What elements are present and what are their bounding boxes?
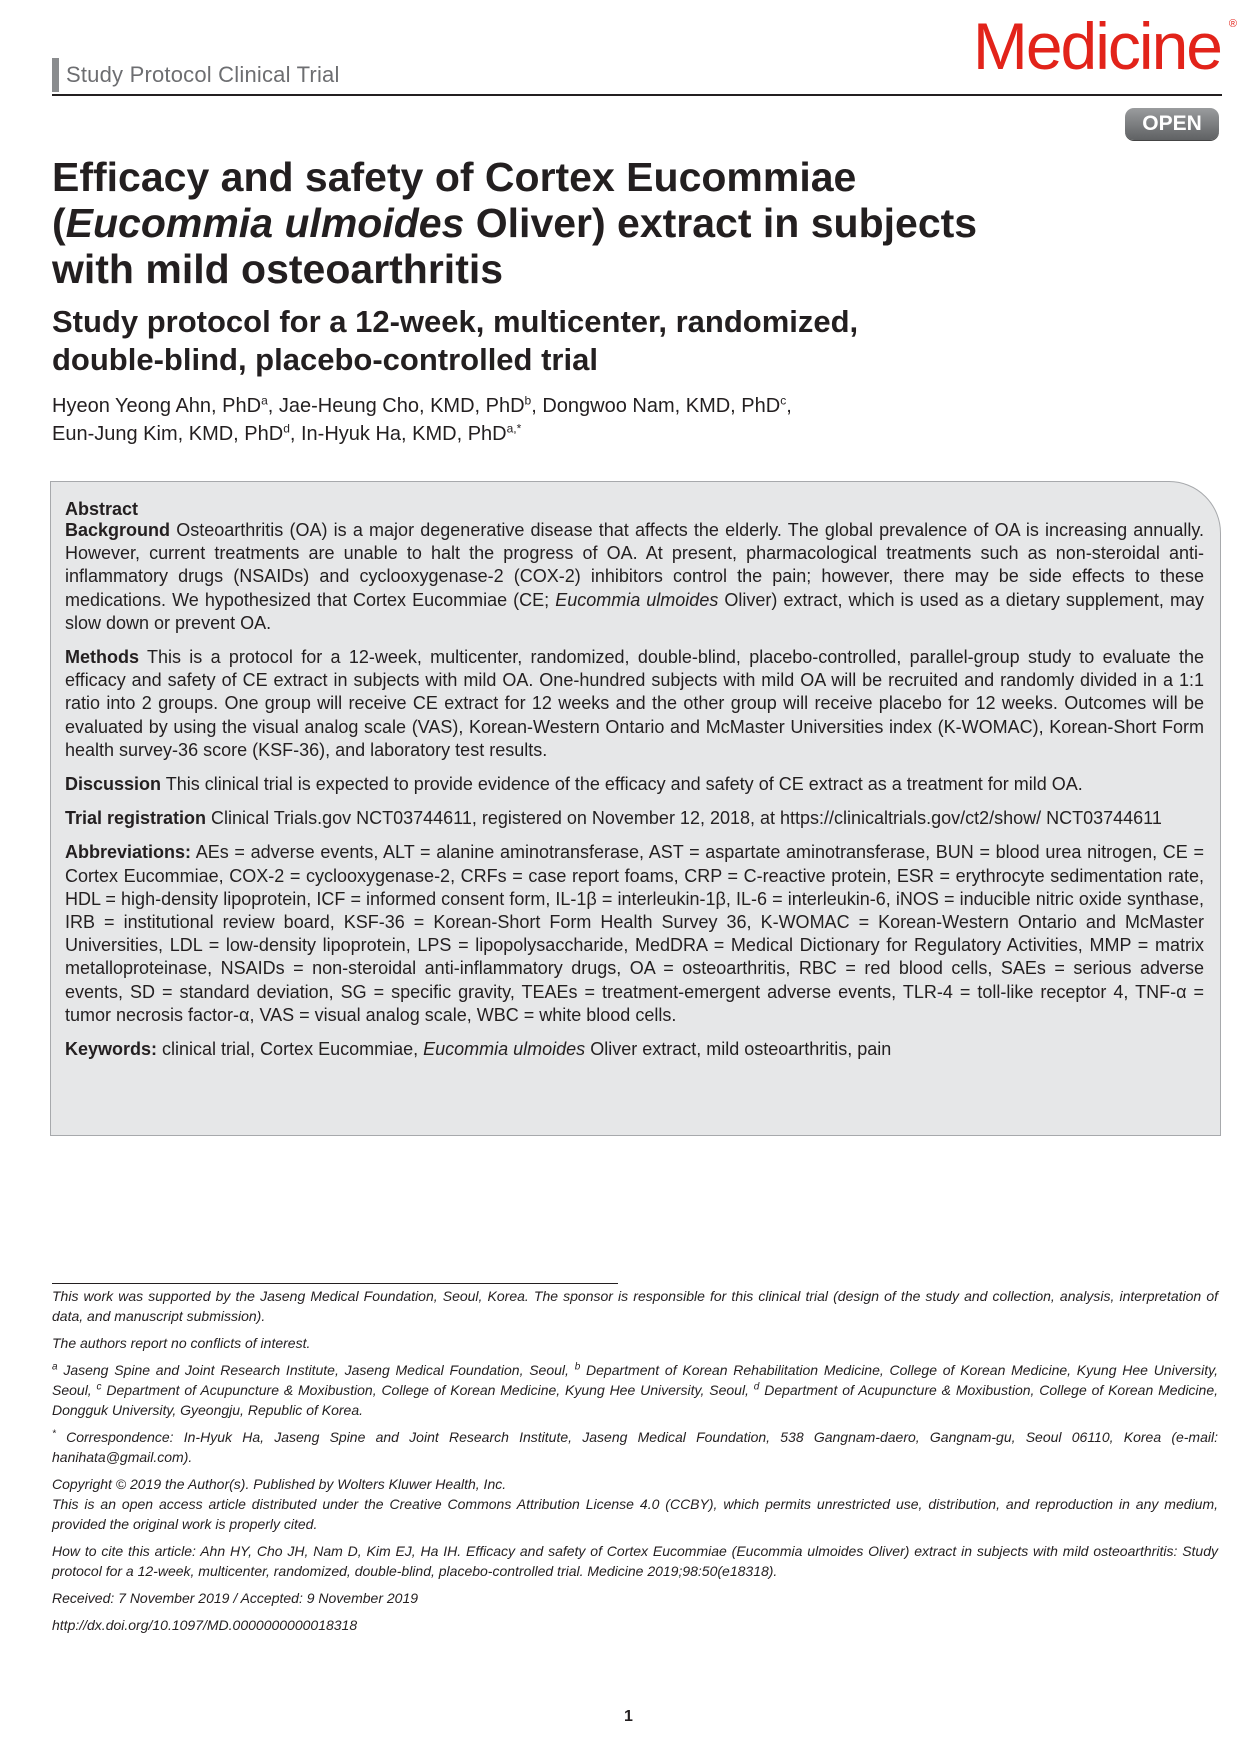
- article-subtitle: [52, 303, 1202, 379]
- abbreviations-text: AEs = adverse events, ALT = alanine aminotransferase, AST = aspartate aminotransferase, BUN = blood urea nitrogen, CE = Cortex Eucommiae, COX-2 = cyclooxygenase-2, CRFs = case report foams, CRP = C-reactive protein, ESR = erythrocyte sedimentation rate, HDL = high-density lipoprotein, ICF = informed consent form, IL-1β = interleukin-1β, IL-6 = interleukin-6, iNOS = inducible nitric oxide synthase, IRB = institutional review board, KSF-36 = Korean-Short Form Health Survey 36, K-WOMAC = Korean-Western Ontario and McMaster Universities, LDL = low-density lipoprotein, LPS = lipopolysaccharide, MedDRA = Medical Dictionary for Regulatory Activities, MMP = matrix metalloproteinase, NSAIDs = non-steroidal anti-inflammatory drugs, OA = osteoarthritis, RBC = red blood cells, SAEs = serious adverse events, SD = standard deviation, SG = specific gravity, TEAEs = treatment-emergent adverse events, TLR-4 = toll-like receptor 4, TNF-α = tumor necrosis factor-α, VAS = visual analog scale, WBC = white blood cells.: [65, 842, 1204, 1025]
- affiliation-text: Department of Acupuncture & Moxibustion, College of Korean Medicine, Kyung Hee University, Seoul,: [101, 1382, 754, 1398]
- background-species: Eucommia ulmoides: [555, 589, 719, 610]
- affiliation-mark: a,*: [506, 421, 522, 436]
- affiliation-mark: b: [574, 1361, 581, 1373]
- correspondence-note: [52, 1427, 1218, 1467]
- doi-link[interactable]: http://dx.doi.org/10.1097/MD.0000000000018318: [52, 1617, 358, 1633]
- author-separator: ,: [786, 395, 792, 417]
- abstract-methods: [65, 646, 1204, 762]
- methods-label: Methods: [65, 647, 139, 668]
- author-name: Hyeon Yeong Ahn, PhD: [52, 395, 262, 417]
- section-label: Study Protocol Clinical Trial: [66, 62, 340, 87]
- background-text: Oliver) extract, which is used as a dietary supplement, may slow down or prevent OA.: [65, 589, 1204, 633]
- conflicts-note: The authors report no conflicts of interest.: [52, 1335, 311, 1351]
- subtitle-line: Study protocol for a 12-week, multicenter, randomized,: [52, 304, 859, 339]
- abstract-abbreviations: [65, 841, 1204, 1027]
- affiliation-mark: b: [524, 393, 532, 408]
- author-name: , Dongwoo Nam, KMD, PhD: [531, 395, 781, 417]
- abbreviations-label: Abbreviations:: [65, 842, 192, 863]
- open-access-badge: OPEN: [1125, 108, 1219, 140]
- background-text: Osteoarthritis (OA) is a major degenerative disease that affects the elderly. The global prevalence of OA is increasing annually. However, current treatments are unable to halt the progress of OA. At present, pharmacological treatments such as non-steroidal anti-inflammatory drugs (NSAIDs) and cyclooxygenase-2 (COX-2) inhibitors control the pain; however, there may be side effects to these medications. We hypothesized that Cortex Eucommiae (CE;: [65, 520, 1204, 610]
- received-note: Received: 7 November 2019 / Accepted: 9 November 2019: [52, 1590, 419, 1606]
- correspondence-text: Correspondence: In-Hyuk Ha, Jaseng Spine and Joint Research Institute, Jaseng Medical Foundation, 538 Gangnam-daero, Gangnam-gu, Seoul 06110, Korea (e-mail: hanihata@gmail.com).: [52, 1429, 1218, 1465]
- subtitle-line: double-blind, placebo-controlled trial: [52, 342, 598, 377]
- registered-mark: ®: [1228, 18, 1237, 30]
- header-rule: [52, 94, 1222, 96]
- correspondence-mark: *: [52, 1428, 56, 1440]
- copyright-note: Copyright © 2019 the Author(s). Published by Wolters Kluwer Health, Inc.: [52, 1476, 507, 1492]
- discussion-text: This clinical trial is expected to provide evidence of the efficacy and safety of CE extract as a treatment for mild OA.: [161, 774, 1083, 795]
- registration-text: Clinical Trials.gov NCT03744611, registered on November 12, 2018, at https://clinicaltrials.gov/ct2/show/ NCT03744611: [206, 808, 1162, 829]
- discussion-label: Discussion: [65, 774, 162, 795]
- affiliation-mark: c: [96, 1381, 102, 1393]
- affiliations-note: [52, 1360, 1218, 1420]
- abstract-background: [65, 519, 1204, 635]
- affiliation-mark: a: [52, 1361, 58, 1373]
- author-name: , In-Hyuk Ha, KMD, PhD: [289, 423, 507, 445]
- affiliation-mark: a: [261, 393, 268, 408]
- background-label: Background: [65, 520, 171, 540]
- funding-note: This work was supported by the Jaseng Medical Foundation, Seoul, Korea. The sponsor is responsible for this clinical trial (design of the study and collection, analysis, interpretation of data, and manuscript submission).: [52, 1288, 1218, 1324]
- abstract-keywords: [65, 1038, 1204, 1061]
- page-number: 1: [624, 1708, 633, 1725]
- title-line: Efficacy and safety of Cortex Eucommiae: [52, 154, 857, 200]
- title-species: Eucommia ulmoides: [65, 200, 465, 246]
- title-line: with mild osteoarthritis: [52, 246, 504, 292]
- abstract-discussion: [65, 773, 1204, 796]
- section-label-bar: [52, 58, 59, 92]
- journal-logo-text: Medicine: [972, 9, 1221, 83]
- keywords-species: Eucommia ulmoides: [423, 1039, 586, 1060]
- keywords-text: clinical trial, Cortex Eucommiae,: [157, 1039, 424, 1060]
- journal-logo: [972, 6, 1237, 86]
- affiliation-mark: d: [283, 421, 290, 436]
- license-note: This is an open access article distributed under the Creative Commons Attribution License 4.0 (CCBY), which permits unrestricted use, distribution, and reproduction in any medium, provided the original work is properly cited.: [52, 1496, 1218, 1532]
- affiliation-text: Department of Korean Rehabilitation Medicine, College of Korean Medicine, Kyung Hee University, Seoul,: [52, 1362, 1218, 1398]
- title-paren: (: [52, 200, 66, 246]
- author-list: [52, 392, 1202, 448]
- abstract-registration: [65, 807, 1204, 830]
- author-name: , Jae-Heung Cho, KMD, PhD: [267, 395, 525, 417]
- abstract-box: [50, 481, 1221, 1136]
- keywords-text: Oliver extract, mild osteoarthritis, pain: [585, 1039, 892, 1060]
- article-title: [52, 154, 1202, 292]
- title-line: Oliver) extract in subjects: [464, 200, 978, 246]
- affiliation-mark: d: [753, 1381, 760, 1393]
- abstract-heading: Abstract: [65, 499, 139, 519]
- registration-label: Trial registration: [65, 808, 207, 829]
- author-name: Eun-Jung Kim, KMD, PhD: [52, 423, 284, 445]
- footnote-rule: [52, 1283, 618, 1284]
- keywords-label: Keywords:: [65, 1039, 158, 1060]
- affiliation-text: Jaseng Spine and Joint Research Institute, Jaseng Medical Foundation, Seoul,: [57, 1362, 575, 1378]
- affiliation-text: Department of Acupuncture & Moxibustion, College of Korean Medicine, Dongguk University, Gyeongju, Republic of Korea.: [52, 1382, 1219, 1418]
- methods-text: This is a protocol for a 12-week, multicenter, randomized, double-blind, placebo-controlled, parallel-group study to evaluate the efficacy and safety of CE extract in subjects with mild OA. One-hundred subjects with mild OA will be recruited and randomly divided in a 1:1 ratio into 2 groups. One group will receive CE extract for 12 weeks and the other group will receive placebo for 12 weeks. Outcomes will be evaluated by using the visual analog scale (VAS), Korean-Western Ontario and McMaster Universities index (K-WOMAC), Korean-Short Form health survey-36 score (KSF-36), and laboratory test results.: [65, 647, 1204, 760]
- affiliation-mark: c: [780, 393, 787, 408]
- footnotes: [52, 1286, 1218, 1642]
- citation-note: How to cite this article: Ahn HY, Cho JH, Nam D, Kim EJ, Ha IH. Efficacy and safety of Cortex Eucommiae (Eucommia ulmoides Oliver) extract in subjects with mild osteoarthritis: Study protocol for a 12-week, multicenter, randomized, double-blind, placebo-controlled trial. Medicine 2019;98:50(e18318).: [52, 1543, 1218, 1579]
